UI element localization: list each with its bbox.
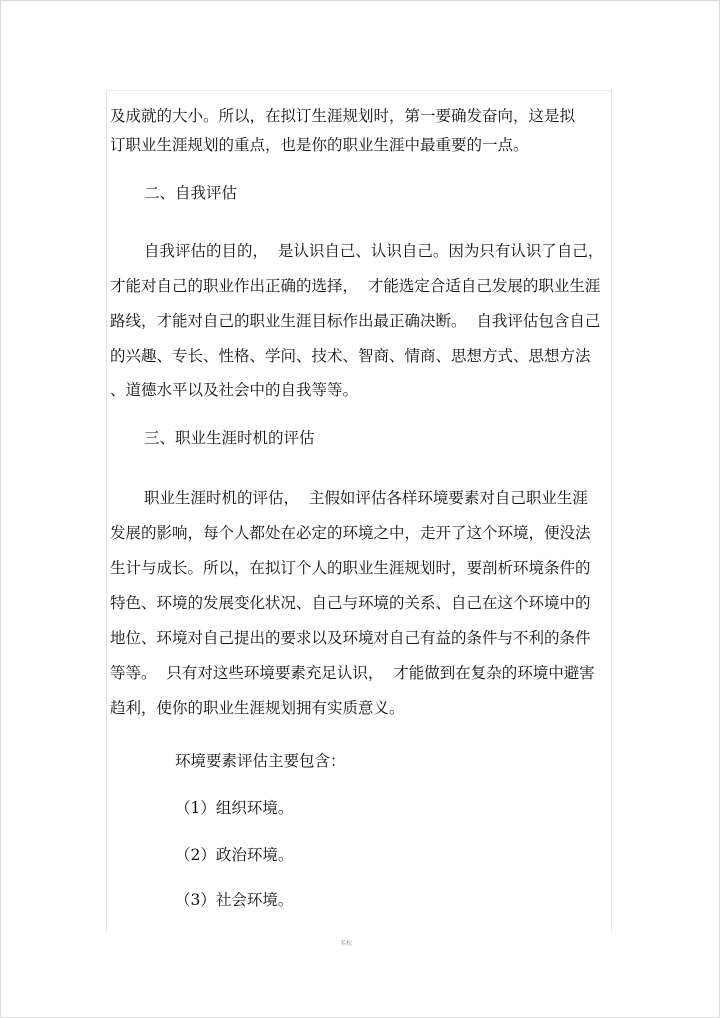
paragraph-line: 生计与成长。所以，在拟订个人的职业生涯规划时，要剖析环境条件的: [110, 559, 591, 577]
paragraph-line: 地位、环境对自己提出的要求以及环境对自己有益的条件与不利的条件: [110, 629, 591, 647]
paragraph-line: 等等。 只有对这些环境要素充足认识， 才能做到在复杂的环境中避害: [110, 664, 595, 682]
paragraph-line: 特色、环境的发展变化状况、自己与环境的关系、自己在这个环境中的: [110, 594, 591, 612]
paragraph-line: 趋利，使你的职业生涯规划拥有实质意义。: [110, 699, 405, 717]
paragraph-line: 自我评估的目的， 是认识自己、认识自己。因为只有认识了自己，: [144, 242, 604, 260]
paragraph-line: 订职业生涯规划的重点，也是你的职业生涯中最重要的一点。: [110, 136, 529, 154]
section-heading-self-assessment: 二、自我评估: [144, 184, 238, 202]
paragraph-line: 、道德水平以及社会中的自我等等。: [110, 381, 359, 399]
paragraph-line: 及成就的大小。所以，在拟订生涯规划时，第一要确发奋向，这是拟: [110, 107, 576, 125]
paragraph-line: 才能对自己的职业作出正确的选择， 才能选定合适自己发展的职业生涯: [110, 277, 601, 295]
paragraph-line: 发展的影响，每个人都处在必定的环境之中，走开了这个环境，便没法: [110, 524, 591, 542]
list-intro: 环境要素评估主要包含：: [175, 752, 346, 770]
page-footer: 名校: [340, 940, 353, 947]
paragraph-line: 路线，才能对自己的职业生涯目标作出最正确决断。 自我评估包含自己: [110, 312, 601, 330]
paragraph-line: 的兴趣、专长、性格、学问、技术、智商、情商、思想方式、思想方法: [110, 347, 591, 365]
section-heading-opportunity-assessment: 三、职业生涯时机的评估: [144, 429, 315, 447]
paragraph-line: 职业生涯时机的评估， 主假如评估各样环境要素对自己职业生涯: [144, 489, 588, 507]
list-item: （2）政治环境。: [175, 846, 294, 864]
list-item: （1）组织环境。: [175, 799, 294, 817]
list-item: （3）社会环境。: [175, 891, 294, 909]
